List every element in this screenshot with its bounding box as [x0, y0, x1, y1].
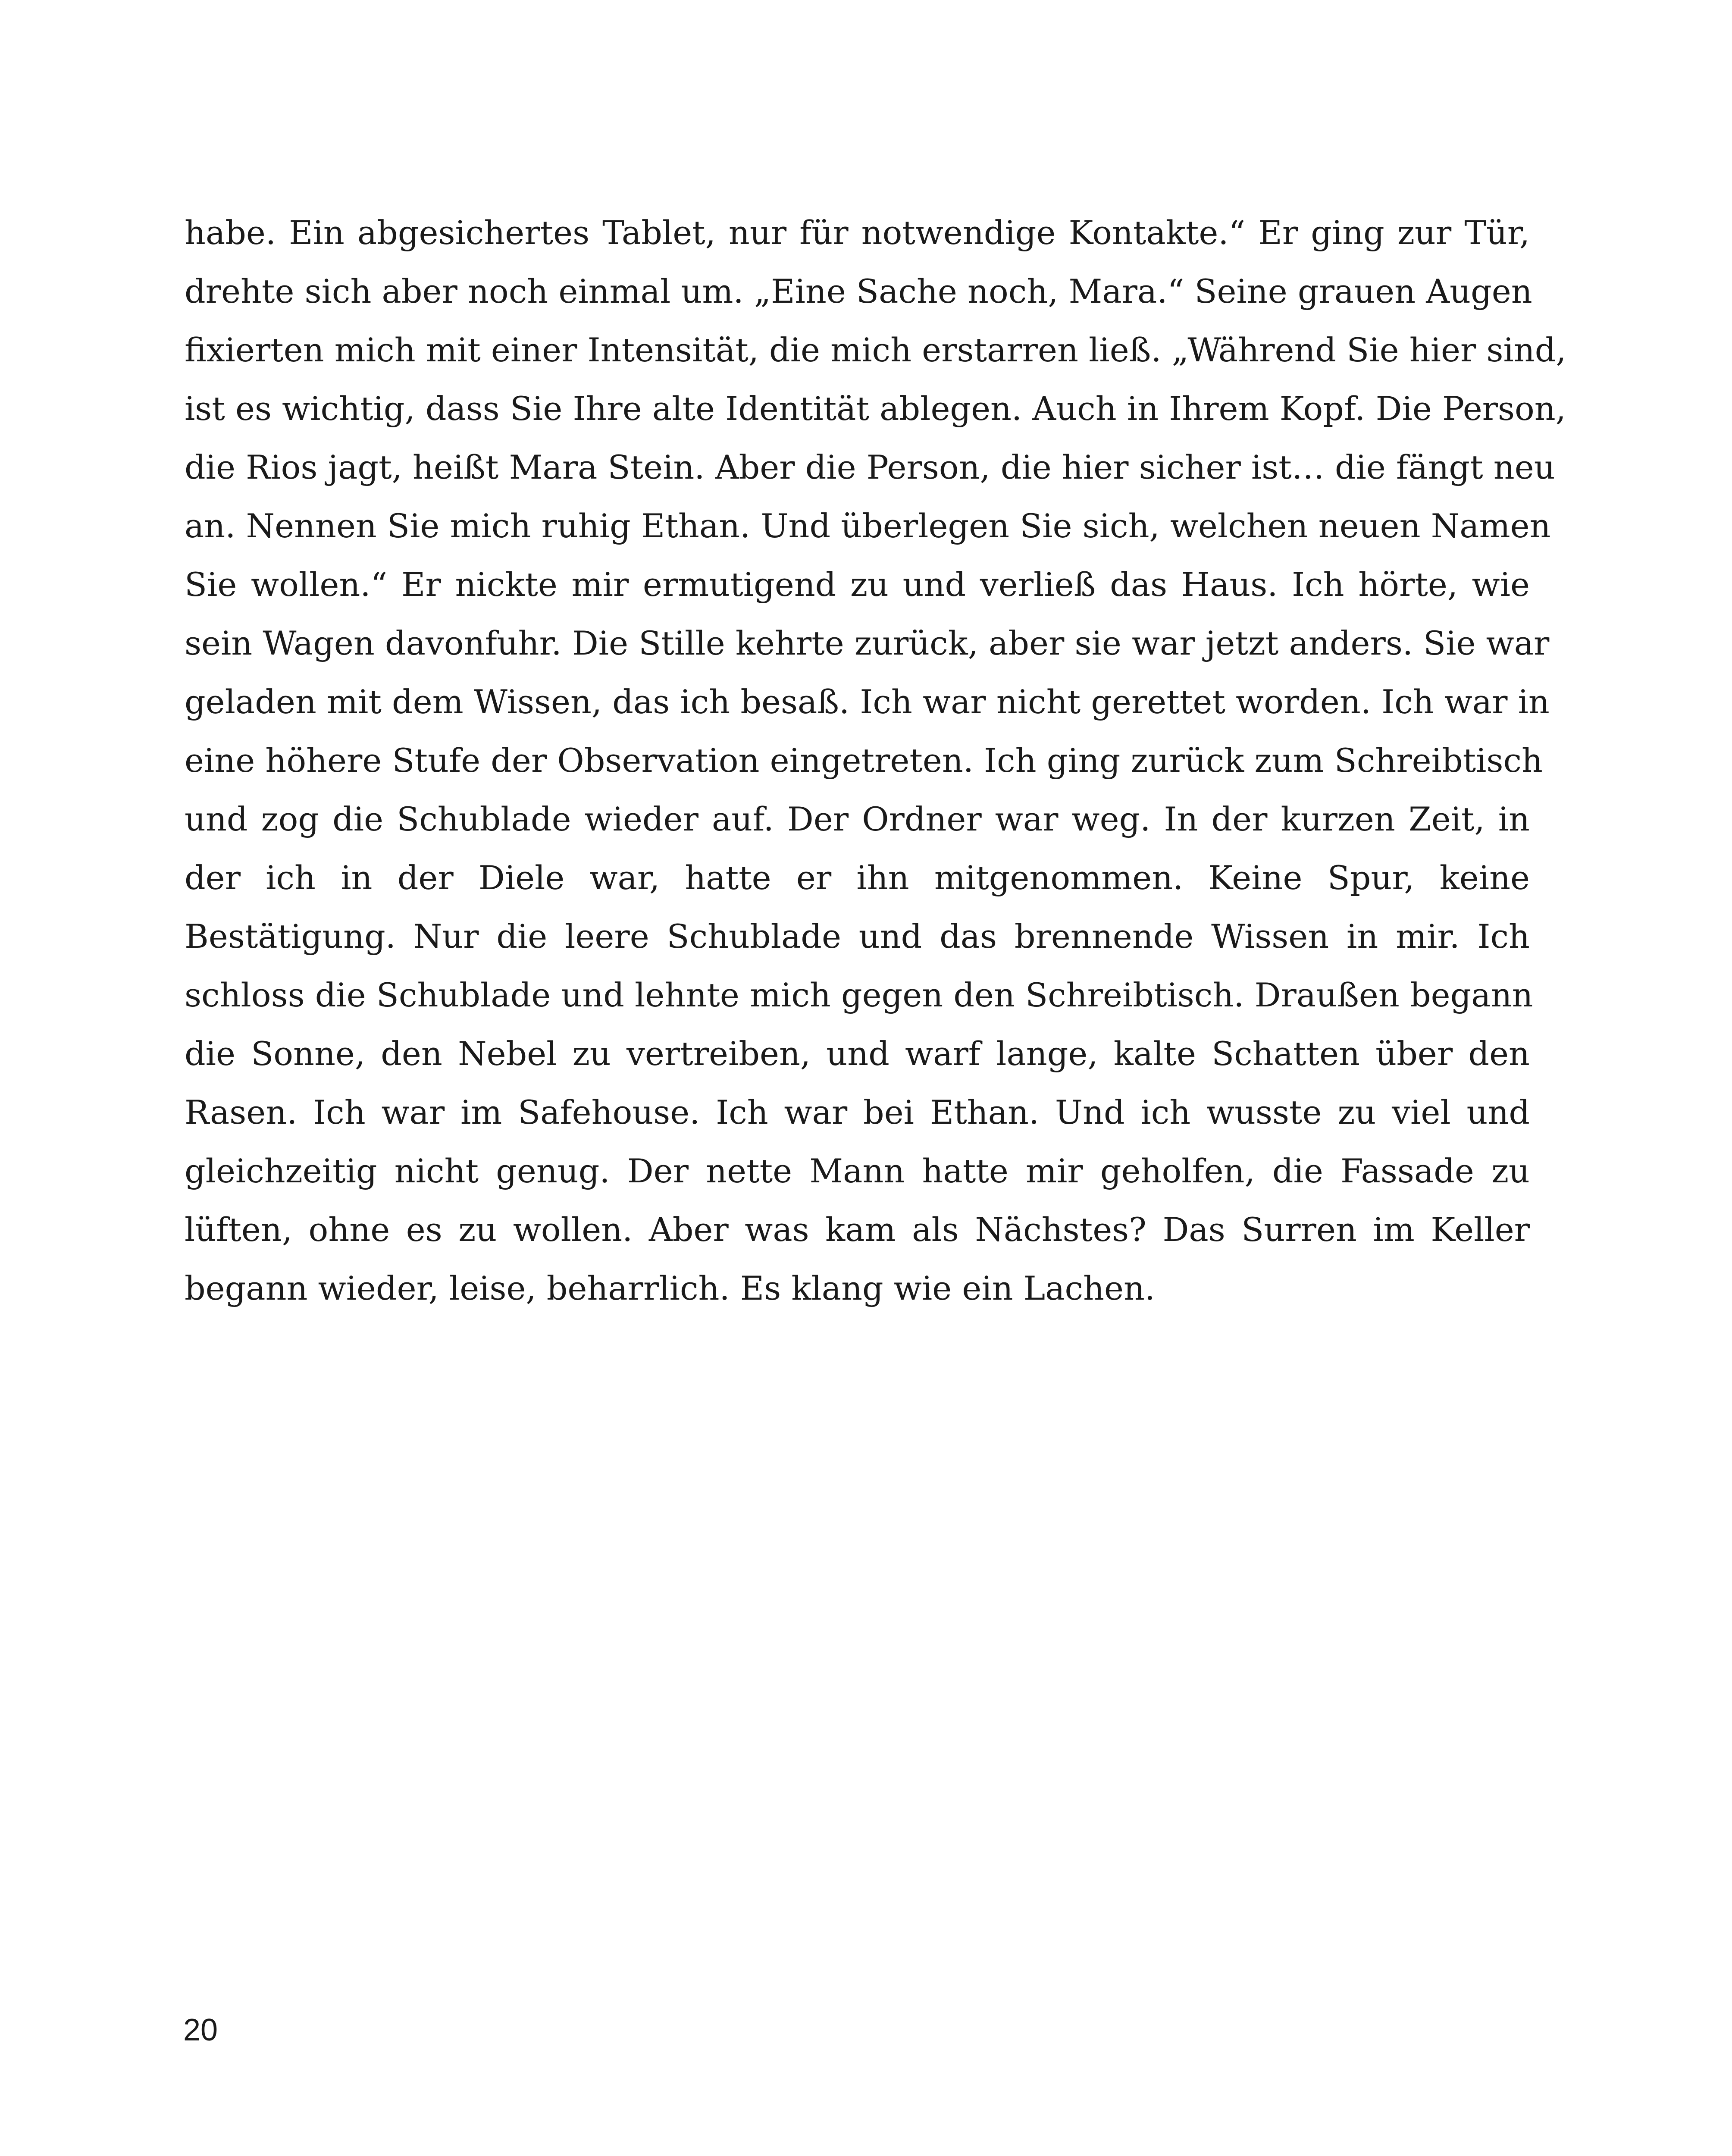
text-line: der ich in der Diele war, hatte er ihn mitgenommen. Keine Spur, keine	[185, 859, 1530, 897]
text-line: eine höhere Stufe der Observation eingetreten. Ich ging zurück zum Schreibtisch	[185, 741, 1543, 780]
text-line: geladen mit dem Wissen, das ich besaß. Ich war nicht gerettet worden. Ich war in	[185, 683, 1550, 721]
text-line-last: begann wieder, leise, beharrlich. Es klang wie ein Lachen.	[185, 1269, 1156, 1307]
text-line: fixierten mich mit einer Intensität, die mich erstarren ließ. „Während Sie hier sind,	[185, 331, 1566, 369]
text-line: gleichzeitig nicht genug. Der nette Mann hatte mir geholfen, die Fassade zu	[185, 1152, 1530, 1190]
text-line: an. Nennen Sie mich ruhig Ethan. Und überlegen Sie sich, welchen neuen Namen	[185, 507, 1551, 545]
page-number: 20	[183, 2013, 218, 2047]
text-line: ist es wichtig, dass Sie Ihre alte Identität ablegen. Auch in Ihrem Kopf. Die Person,	[185, 389, 1566, 428]
text-line: sein Wagen davonfuhr. Die Stille kehrte zurück, aber sie war jetzt anders. Sie war	[185, 624, 1550, 662]
body-paragraph	[185, 204, 1566, 1318]
text-line: die Rios jagt, heißt Mara Stein. Aber die Person, die hier sicher ist… die fängt neu	[185, 448, 1555, 486]
text-line: habe. Ein abgesichertes Tablet, nur für notwendige Kontakte.“ Er ging zur Tür,	[185, 213, 1530, 252]
text-line: lüften, ohne es zu wollen. Aber was kam als Nächstes? Das Surren im Keller	[185, 1210, 1530, 1249]
text-line: Sie wollen.“ Er nickte mir ermutigend zu und verließ das Haus. Ich hörte, wie	[185, 565, 1530, 604]
text-line: Rasen. Ich war im Safehouse. Ich war bei Ethan. Und ich wusste zu viel und	[185, 1093, 1530, 1131]
text-line: die Sonne, den Nebel zu vertreiben, und warf lange, kalte Schatten über den	[185, 1034, 1530, 1073]
text-line: schloss die Schublade und lehnte mich gegen den Schreibtisch. Draußen begann	[185, 976, 1533, 1014]
text-line: und zog die Schublade wieder auf. Der Ordner war weg. In der kurzen Zeit, in	[185, 800, 1530, 838]
text-line: Bestätigung. Nur die leere Schublade und das brennende Wissen in mir. Ich	[185, 917, 1530, 956]
text-line: drehte sich aber noch einmal um. „Eine Sache noch, Mara.“ Seine grauen Augen	[185, 272, 1532, 310]
